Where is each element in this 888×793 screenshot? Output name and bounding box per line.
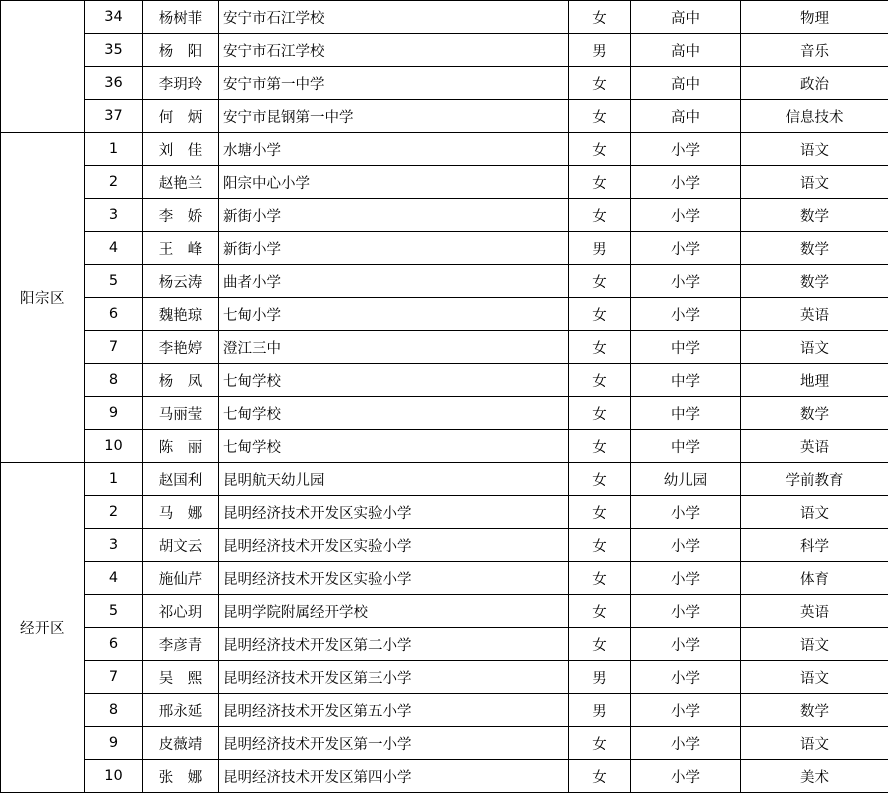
subject-cell: 语文 (741, 133, 888, 166)
education-level-cell: 小学 (631, 298, 741, 331)
school-name-cell: 曲者小学 (219, 265, 569, 298)
table-row (1, 628, 888, 661)
subject-cell: 数学 (741, 694, 888, 727)
sequence-number-cell: 34 (85, 1, 143, 34)
table-row (1, 562, 888, 595)
table-row (1, 727, 888, 760)
school-name-cell: 澄江三中 (219, 331, 569, 364)
school-name-cell: 昆明经济技术开发区第一小学 (219, 727, 569, 760)
table-row (1, 265, 888, 298)
table-row (1, 1, 888, 34)
subject-cell: 英语 (741, 298, 888, 331)
sequence-number-cell: 1 (85, 133, 143, 166)
subject-cell: 物理 (741, 1, 888, 34)
subject-cell: 数学 (741, 397, 888, 430)
subject-cell: 语文 (741, 166, 888, 199)
sequence-number-cell: 2 (85, 496, 143, 529)
education-level-cell: 中学 (631, 364, 741, 397)
gender-cell: 男 (569, 232, 631, 265)
sequence-number-cell: 4 (85, 562, 143, 595)
gender-cell: 女 (569, 727, 631, 760)
school-name-cell: 安宁市石江学校 (219, 34, 569, 67)
sequence-number-cell: 2 (85, 166, 143, 199)
gender-cell: 女 (569, 331, 631, 364)
gender-cell: 女 (569, 529, 631, 562)
subject-cell: 信息技术 (741, 100, 888, 133)
table-row (1, 331, 888, 364)
table-row (1, 463, 888, 496)
teacher-name-cell: 李艳婷 (143, 331, 219, 364)
education-level-cell: 小学 (631, 694, 741, 727)
education-level-cell: 小学 (631, 133, 741, 166)
subject-cell: 语文 (741, 628, 888, 661)
education-level-cell: 中学 (631, 430, 741, 463)
subject-cell: 科学 (741, 529, 888, 562)
gender-cell: 女 (569, 628, 631, 661)
education-level-cell: 小学 (631, 661, 741, 694)
gender-cell: 女 (569, 364, 631, 397)
education-level-cell: 中学 (631, 331, 741, 364)
gender-cell: 女 (569, 562, 631, 595)
gender-cell: 女 (569, 67, 631, 100)
teacher-name-cell: 李玥玲 (143, 67, 219, 100)
subject-cell: 地理 (741, 364, 888, 397)
school-name-cell: 七甸学校 (219, 397, 569, 430)
gender-cell: 男 (569, 661, 631, 694)
school-name-cell: 安宁市第一中学 (219, 67, 569, 100)
teacher-name-cell: 张 娜 (143, 760, 219, 793)
teacher-name-cell: 杨云涛 (143, 265, 219, 298)
education-level-cell: 小学 (631, 496, 741, 529)
education-level-cell: 小学 (631, 265, 741, 298)
teacher-name-cell: 祁心玥 (143, 595, 219, 628)
sequence-number-cell: 5 (85, 265, 143, 298)
sequence-number-cell: 36 (85, 67, 143, 100)
teacher-name-cell: 赵艳兰 (143, 166, 219, 199)
sequence-number-cell: 8 (85, 364, 143, 397)
teacher-name-cell: 杨 阳 (143, 34, 219, 67)
subject-cell: 英语 (741, 595, 888, 628)
education-level-cell: 高中 (631, 1, 741, 34)
table-row (1, 397, 888, 430)
school-name-cell: 安宁市石江学校 (219, 1, 569, 34)
education-level-cell: 小学 (631, 562, 741, 595)
education-level-cell: 小学 (631, 166, 741, 199)
school-name-cell: 昆明经济技术开发区实验小学 (219, 529, 569, 562)
table-row (1, 694, 888, 727)
education-level-cell: 高中 (631, 34, 741, 67)
teacher-name-cell: 吴 熙 (143, 661, 219, 694)
subject-cell: 数学 (741, 232, 888, 265)
teacher-name-cell: 胡文云 (143, 529, 219, 562)
gender-cell: 女 (569, 463, 631, 496)
teacher-name-cell: 陈 丽 (143, 430, 219, 463)
sequence-number-cell: 37 (85, 100, 143, 133)
school-name-cell: 昆明经济技术开发区实验小学 (219, 562, 569, 595)
education-level-cell: 小学 (631, 628, 741, 661)
education-level-cell: 小学 (631, 595, 741, 628)
education-level-cell: 高中 (631, 100, 741, 133)
school-name-cell: 水塘小学 (219, 133, 569, 166)
teacher-name-cell: 马丽莹 (143, 397, 219, 430)
teacher-name-cell: 李 娇 (143, 199, 219, 232)
sequence-number-cell: 6 (85, 628, 143, 661)
subject-cell: 政治 (741, 67, 888, 100)
subject-cell: 音乐 (741, 34, 888, 67)
teacher-name-cell: 赵国利 (143, 463, 219, 496)
education-level-cell: 高中 (631, 67, 741, 100)
subject-cell: 语文 (741, 727, 888, 760)
table-row (1, 760, 888, 793)
table-row (1, 133, 888, 166)
table-row (1, 496, 888, 529)
subject-cell: 美术 (741, 760, 888, 793)
education-level-cell: 小学 (631, 199, 741, 232)
school-name-cell: 阳宗中心小学 (219, 166, 569, 199)
teacher-name-cell: 皮薇靖 (143, 727, 219, 760)
table-row (1, 298, 888, 331)
gender-cell: 女 (569, 1, 631, 34)
gender-cell: 女 (569, 430, 631, 463)
school-name-cell: 昆明航天幼儿园 (219, 463, 569, 496)
sequence-number-cell: 3 (85, 529, 143, 562)
gender-cell: 女 (569, 496, 631, 529)
subject-cell: 语文 (741, 331, 888, 364)
subject-cell: 数学 (741, 199, 888, 232)
subject-cell: 英语 (741, 430, 888, 463)
teacher-name-cell: 马 娜 (143, 496, 219, 529)
gender-cell: 女 (569, 166, 631, 199)
gender-cell: 女 (569, 133, 631, 166)
district-cell: 经开区 (1, 463, 85, 793)
school-name-cell: 昆明经济技术开发区第三小学 (219, 661, 569, 694)
education-level-cell: 小学 (631, 232, 741, 265)
teacher-name-cell: 李彦青 (143, 628, 219, 661)
school-name-cell: 昆明经济技术开发区第五小学 (219, 694, 569, 727)
sequence-number-cell: 9 (85, 397, 143, 430)
sequence-number-cell: 5 (85, 595, 143, 628)
table-row (1, 166, 888, 199)
table-row (1, 34, 888, 67)
school-name-cell: 昆明学院附属经开学校 (219, 595, 569, 628)
gender-cell: 女 (569, 265, 631, 298)
sequence-number-cell: 4 (85, 232, 143, 265)
sequence-number-cell: 10 (85, 430, 143, 463)
table-row (1, 67, 888, 100)
gender-cell: 女 (569, 100, 631, 133)
subject-cell: 语文 (741, 661, 888, 694)
sequence-number-cell: 7 (85, 661, 143, 694)
school-name-cell: 昆明经济技术开发区实验小学 (219, 496, 569, 529)
sequence-number-cell: 6 (85, 298, 143, 331)
district-cell (1, 1, 85, 133)
school-name-cell: 七甸学校 (219, 430, 569, 463)
teacher-name-cell: 刘 佳 (143, 133, 219, 166)
table-row (1, 364, 888, 397)
school-name-cell: 七甸小学 (219, 298, 569, 331)
gender-cell: 女 (569, 199, 631, 232)
education-level-cell: 幼儿园 (631, 463, 741, 496)
sequence-number-cell: 8 (85, 694, 143, 727)
school-name-cell: 七甸学校 (219, 364, 569, 397)
sequence-number-cell: 3 (85, 199, 143, 232)
education-level-cell: 小学 (631, 727, 741, 760)
teacher-name-cell: 杨 凤 (143, 364, 219, 397)
district-cell: 阳宗区 (1, 133, 85, 463)
gender-cell: 女 (569, 595, 631, 628)
subject-cell: 学前教育 (741, 463, 888, 496)
gender-cell: 女 (569, 397, 631, 430)
teacher-name-cell: 杨树菲 (143, 1, 219, 34)
table-row (1, 661, 888, 694)
school-name-cell: 安宁市昆钢第一中学 (219, 100, 569, 133)
education-level-cell: 中学 (631, 397, 741, 430)
sequence-number-cell: 9 (85, 727, 143, 760)
school-name-cell: 新街小学 (219, 199, 569, 232)
table-row (1, 529, 888, 562)
subject-cell: 体育 (741, 562, 888, 595)
table-row (1, 232, 888, 265)
table-row (1, 430, 888, 463)
teacher-name-cell: 邢永延 (143, 694, 219, 727)
gender-cell: 男 (569, 694, 631, 727)
education-level-cell: 小学 (631, 760, 741, 793)
subject-cell: 语文 (741, 496, 888, 529)
subject-cell: 数学 (741, 265, 888, 298)
sequence-number-cell: 1 (85, 463, 143, 496)
gender-cell: 男 (569, 34, 631, 67)
gender-cell: 女 (569, 760, 631, 793)
school-name-cell: 昆明经济技术开发区第四小学 (219, 760, 569, 793)
sequence-number-cell: 7 (85, 331, 143, 364)
education-level-cell: 小学 (631, 529, 741, 562)
teacher-name-cell: 王 峰 (143, 232, 219, 265)
teacher-name-cell: 施仙芹 (143, 562, 219, 595)
table-row (1, 199, 888, 232)
sequence-number-cell: 35 (85, 34, 143, 67)
school-name-cell: 昆明经济技术开发区第二小学 (219, 628, 569, 661)
teacher-name-cell: 魏艳琼 (143, 298, 219, 331)
table-row (1, 595, 888, 628)
school-name-cell: 新街小学 (219, 232, 569, 265)
teacher-name-cell: 何 炳 (143, 100, 219, 133)
sequence-number-cell: 10 (85, 760, 143, 793)
gender-cell: 女 (569, 298, 631, 331)
table-row (1, 100, 888, 133)
